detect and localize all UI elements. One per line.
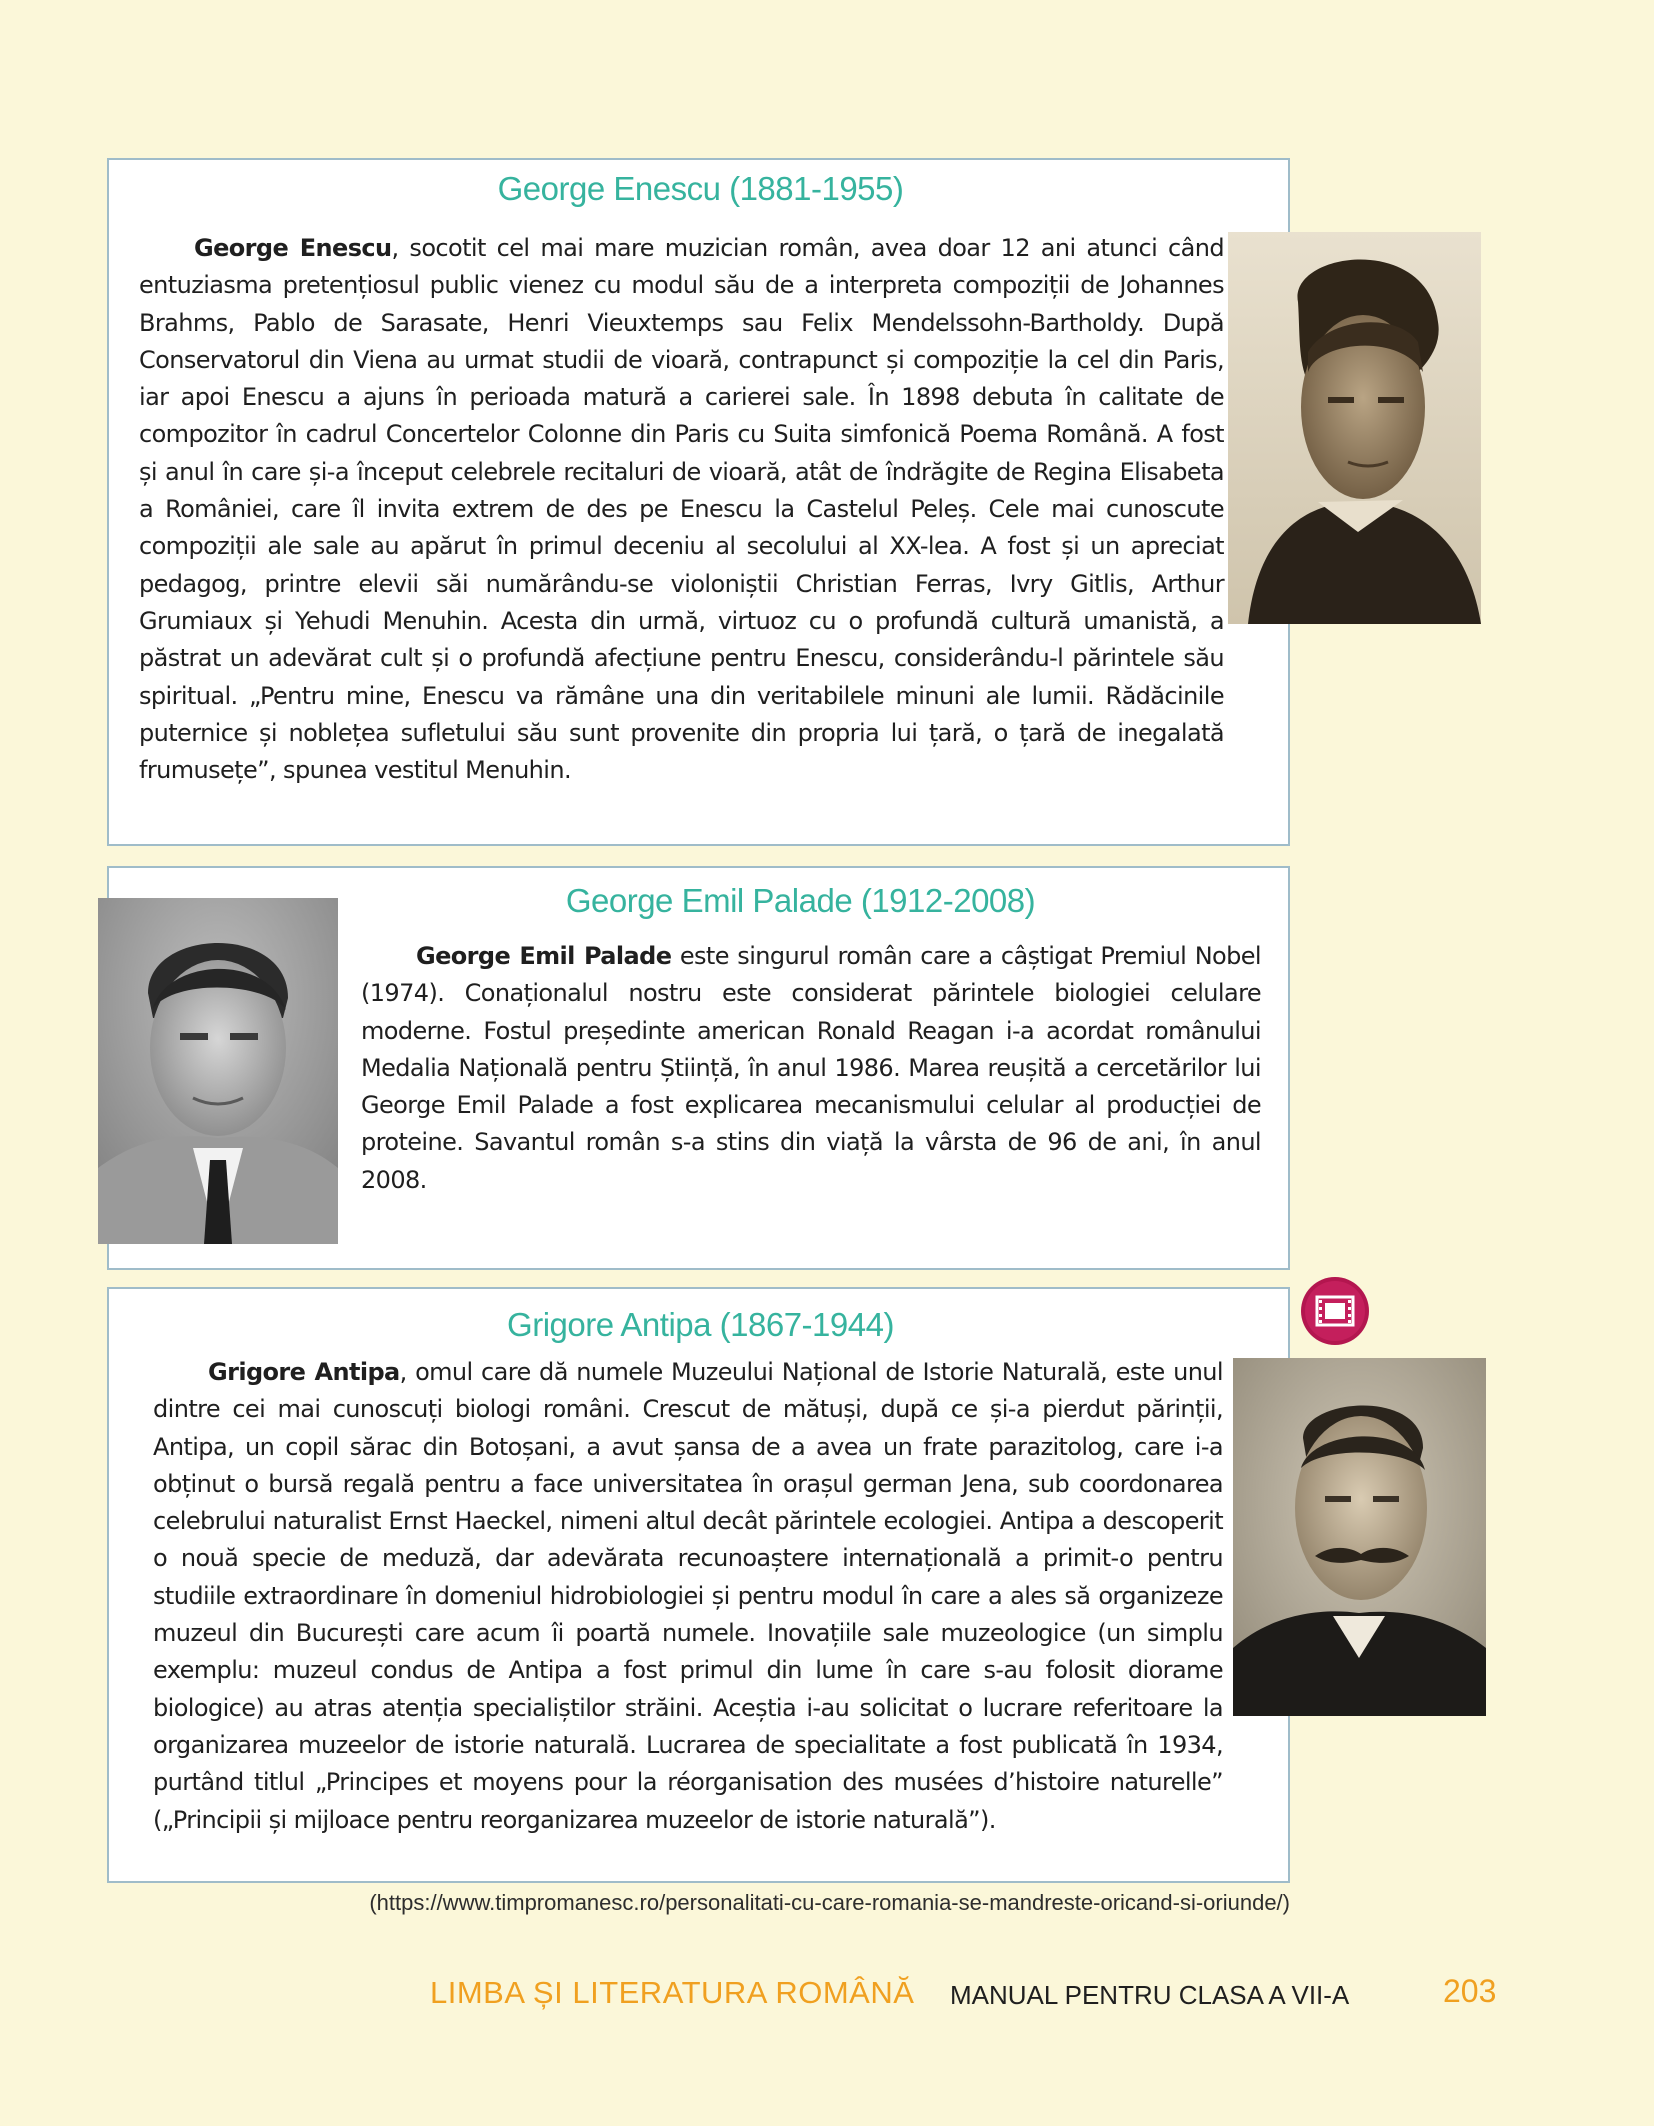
source-link[interactable]: (https://www.timpromanesc.ro/personalitati-cu-care-romania-se-mandreste-oricand-si-oriunde/) <box>369 1890 1290 1915</box>
page-number: 203 <box>1443 1973 1497 2009</box>
paragraph-text: este singurul român care a câștigat Premiul Nobel (1974). Conaționalul nostru este considerat părintele biologiei celulare moderne. Fostul președinte american Ronald Reagan i-a acordat românului Medalia Națională pentru Știință, în anul 1986. Marea reușită a cercetărilor lui George Emil Palade a fost explicarea mecanismului celular al producției de proteine. Savantul român s-a stins din viață la vârsta de 96 de ani, în anul 2008. <box>361 942 1261 1194</box>
section-enescu <box>107 158 1290 846</box>
section-title: George Emil Palade (1912-2008) <box>565 882 1036 919</box>
section-title: George Enescu (1881-1955) <box>497 170 904 207</box>
section-paragraph <box>153 1354 1223 1839</box>
portrait-palade <box>98 898 338 1244</box>
section-paragraph <box>139 230 1224 789</box>
portrait-antipa <box>1233 1358 1486 1716</box>
person-name: Grigore Antipa <box>208 1358 400 1386</box>
footer-manual-title: MANUAL PENTRU CLASA A VII-A <box>950 1980 1350 2010</box>
portrait-enescu <box>1228 232 1481 624</box>
paragraph-text: , omul care dă numele Muzeului Național de Istorie Naturală, este unul dintre cei mai cunoscuți biologi români. Crescut de mătuși, după ce și-a pierdut părinții, Antipa, un copil sărac din Botoșani, a avut șansa de a avea un frate parazitolog, care i-a obținut o bursă regală pentru a face universitatea în orașul german Jena, sub coordonarea celebrului naturalist Ernst Haeckel, nimeni altul decât părintele ecologiei. Antipa a descoperit o nouă specie de meduză, dar adevărata recunoaștere internațională a primit-o pentru studiile extraordinare în domeniul hidrobiologiei și pentru modul în care a ales să organizeze muzeul din București care acum îi poartă numele. Inovațiile sale muzeologice (un simplu exemplu: muzeul condus de Antipa a fost primul din lume în care s-au folosit diorame biologice) au atras atenția specialiștilor străini. Aceștia i-au solicitat o lucrare referitoare la organizarea muzeelor de istorie naturală. Lucrarea de specialitate a fost publicată în 1934, purtând titlul „Principes et moyens pour la réorganisation des musées d’histoire naturelle” („Principii și mijloace pentru reorganizarea muzeelor de istorie naturală”). <box>153 1358 1223 1834</box>
person-name: George Emil Palade <box>416 942 672 970</box>
person-name: George Enescu <box>194 234 392 262</box>
film-icon[interactable] <box>1299 1275 1371 1347</box>
footer-subject: LIMBA ȘI LITERATURA ROMÂNĂ <box>430 1975 915 2010</box>
section-paragraph <box>361 938 1261 1199</box>
section-antipa <box>107 1287 1290 1883</box>
section-title: Grigore Antipa (1867-1944) <box>507 1306 894 1343</box>
paragraph-text: , socotit cel mai mare muzician român, avea doar 12 ani atunci când entuziasma pretențiosul public vienez cu modul său de a interpreta compoziții de Johannes Brahms, Pablo de Sarasate, Henri Vieuxtemps sau Felix Mendelssohn-Bartholdy. După Conservatorul din Viena au urmat studii de vioară, contrapunct și compoziție la cel din Paris, iar apoi Enescu a ajuns în perioada matură a carierei sale. În 1898 debuta în calitate de compozitor în cadrul Concertelor Colonne din Paris cu Suita simfonică Poema Română. A fost și anul în care și-a început celebrele recitaluri de vioară, atât de îndrăgite de Regina Elisabeta a României, care îl invita extrem de des pe Enescu la Castelul Peleș. Cele mai cunoscute compoziții ale sale au apărut în primul deceniu al secolului al XX-lea. A fost și un apreciat pedagog, printre elevii săi numărându-se violoniștii Christian Ferras, Ivry Gitlis, Arthur Grumiaux și Yehudi Menuhin. Acesta din urmă, virtuoz cu o profundă cultură umanistă, a păstrat un adevărat cult și o profundă afecțiune pentru Enescu, considerându-l părintele său spiritual. „Pentru mine, Enescu va rămâne una din veritabilele minuni ale lumii. Rădăcinile puternice și noblețea sufletului său sunt provenite din propria lui țară, o țară de inegalată frumusețe”, spunea vestitul Menuhin. <box>139 234 1224 785</box>
